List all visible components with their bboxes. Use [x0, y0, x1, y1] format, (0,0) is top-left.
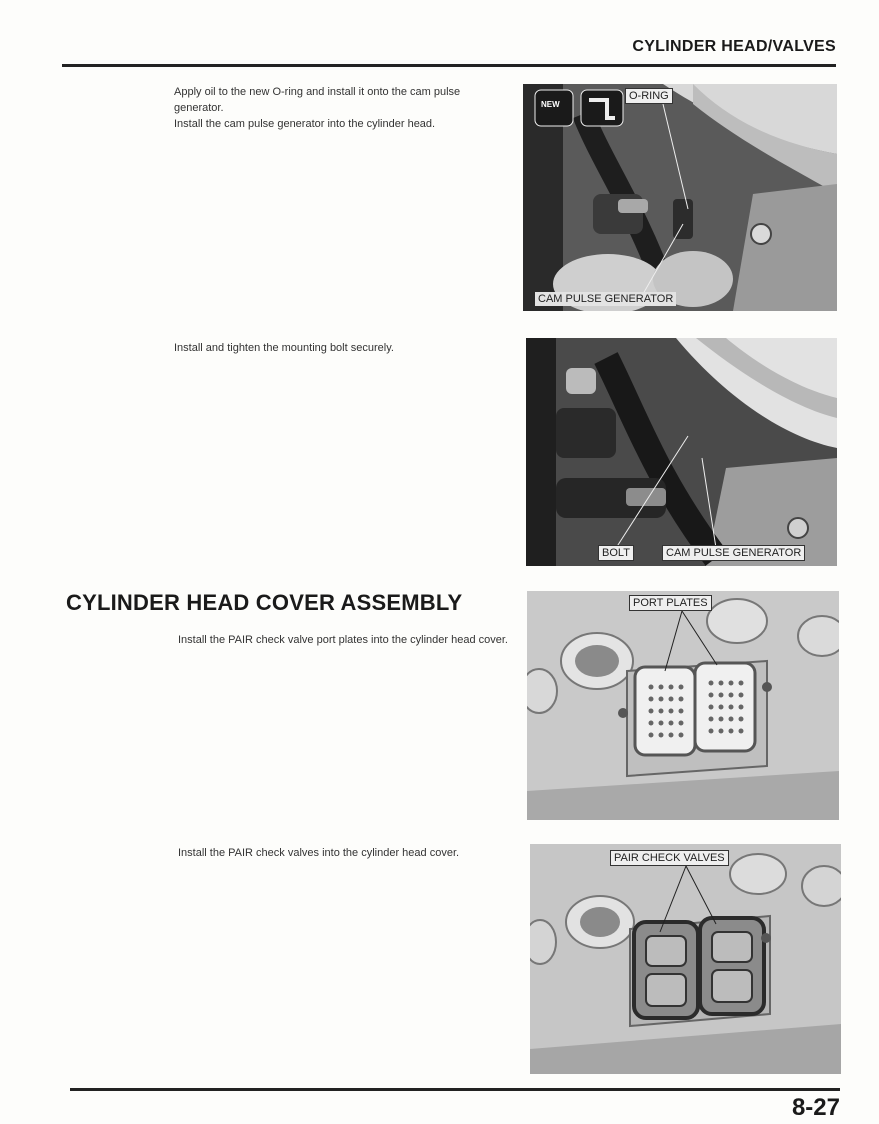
step-4-line-1: Install the PAIR check valves into the cylinder head cover.: [178, 847, 460, 859]
new-part-badge: NEW: [541, 100, 560, 109]
step-3-text: [178, 632, 512, 648]
figure-pair-check-valves: [530, 844, 841, 1074]
figure-mounting-bolt: [526, 338, 837, 566]
figure-cam-pulse-generator-install: [523, 84, 837, 311]
step-1-text: [174, 84, 509, 132]
step-1-line-1: Apply oil to the new O-ring and install it onto the cam pulse generator.: [174, 86, 461, 114]
callout-o-ring: O-RING: [625, 88, 673, 104]
step-2-text: [174, 340, 509, 356]
step-1-line-2: Install the cam pulse generator into the cylinder head.: [174, 118, 436, 130]
callout-pair-check-valves: PAIR CHECK VALVES: [610, 850, 729, 866]
step-2-line-1: Install and tighten the mounting bolt securely.: [174, 342, 394, 354]
figure-port-plates: [527, 591, 839, 820]
callout-bolt: BOLT: [598, 545, 634, 561]
callout-cam-pulse-generator: CAM PULSE GENERATOR: [535, 292, 676, 306]
step-4-text: [178, 845, 512, 861]
callout-cam-pulse-generator: CAM PULSE GENERATOR: [662, 545, 805, 561]
step-3-line-1: Install the PAIR check valve port plates into the cylinder head cover.: [178, 634, 508, 646]
footer-divider: [70, 1088, 840, 1091]
section-title: CYLINDER HEAD COVER ASSEMBLY: [66, 590, 463, 615]
page-number: 8-27: [791, 1094, 840, 1121]
header-divider: [62, 64, 836, 67]
callout-port-plates: PORT PLATES: [629, 595, 712, 611]
page-header-title: CYLINDER HEAD/VALVES: [632, 38, 836, 55]
